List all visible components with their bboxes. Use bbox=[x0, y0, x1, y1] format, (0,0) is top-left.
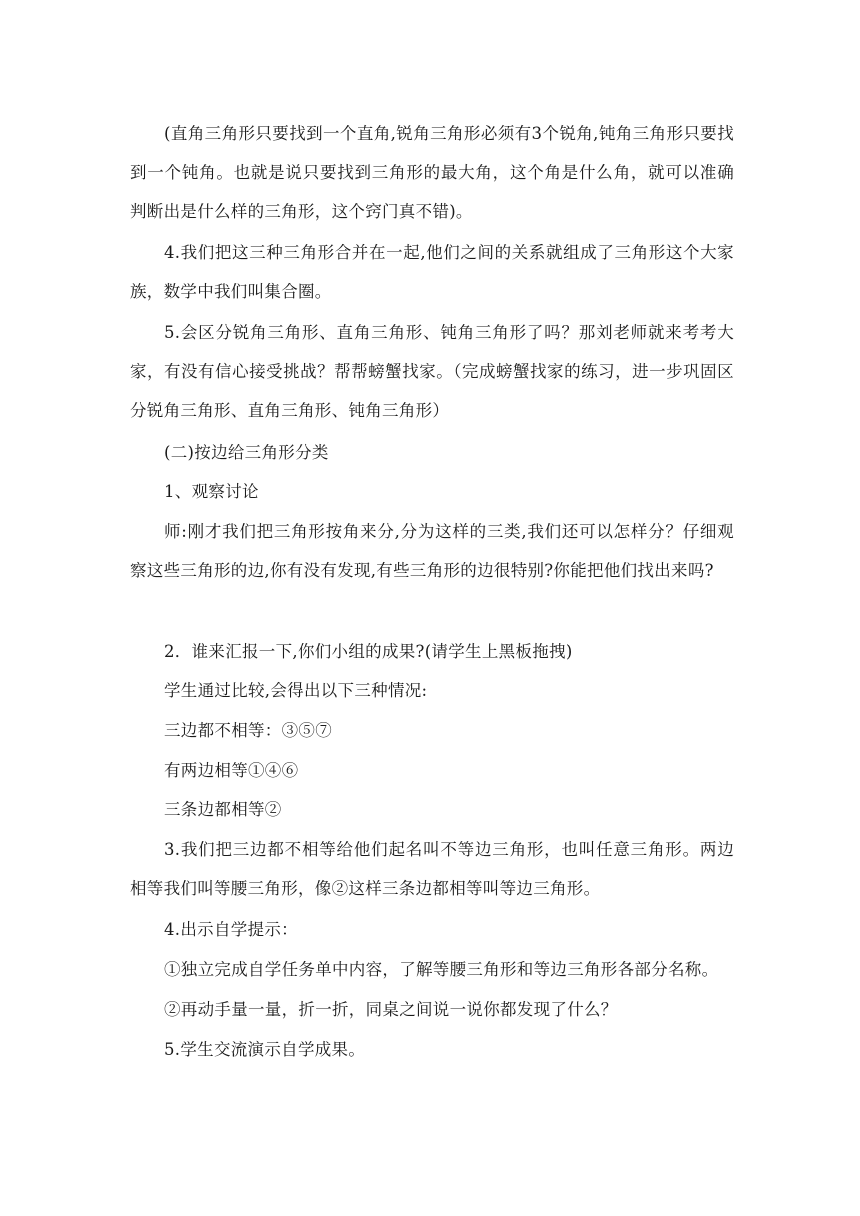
paragraph-report-results: 2．谁来汇报一下,你们小组的成果?(请学生上黑板拖拽) bbox=[164, 642, 573, 661]
paragraph-case-isosceles: 有两边相等①④⑥ bbox=[164, 761, 299, 780]
paragraph-three-cases-intro: 学生通过比较,会得出以下三种情况: bbox=[164, 681, 428, 700]
paragraph-self-study-item-2: ②再动手量一量，折一折，同桌之间说一说你都发现了什么？ bbox=[164, 1000, 618, 1019]
paragraph-step-3-naming: 3.我们把三边都不相等给他们起名叫不等边三角形，也叫任意三角形。两边相等我们叫等腰三角形，像②这样三条边都相等叫等边三角形。 bbox=[130, 840, 734, 898]
paragraph-case-equilateral: 三条边都相等② bbox=[164, 800, 282, 819]
paragraph-case-scalene: 三边都不相等：③⑤⑦ bbox=[164, 721, 332, 740]
paragraph-step-5-crab-exercise: 5.会区分锐角三角形、直角三角形、钝角三角形了吗？那刘老师就来考考大家，有没有信心接受挑战？帮帮螃蟹找家。（完成螃蟹找家的练习，进一步巩固区分锐角三角形、直角三角形、钝角三角形） bbox=[130, 323, 734, 420]
section-heading-classify-by-sides: (二)按边给三角形分类 bbox=[164, 443, 329, 462]
paragraph-step-4-self-study: 4.出示自学提示： bbox=[164, 920, 298, 939]
paragraph-teacher-question: 师:刚才我们把三角形按角来分,分为这样的三类,我们还可以怎样分？仔细观察这些三角形的边,你有没有发现,有些三角形的边很特别?你能把他们找出来吗? bbox=[130, 522, 734, 580]
paragraph-observe-discuss: 1、观察讨论 bbox=[164, 482, 259, 501]
paragraph-step-4-set-circle: 4.我们把这三种三角形合并在一起,他们之间的关系就组成了三角形这个大家族，数学中我们叫集合圈。 bbox=[130, 243, 734, 301]
paragraph-angle-tip: (直角三角形只要找到一个直角,锐角三角形必须有3个锐角,钝角三角形只要找到一个钝角。也就是说只要找到三角形的最大角，这个角是什么角，就可以准确判断出是什么样的三角形，这个窍门真不错)。 bbox=[130, 124, 734, 221]
paragraph-self-study-item-1: ①独立完成自学任务单中内容，了解等腰三角形和等边三角形各部分名称。 bbox=[164, 960, 719, 979]
paragraph-step-5-share: 5.学生交流演示自学成果。 bbox=[164, 1040, 366, 1059]
